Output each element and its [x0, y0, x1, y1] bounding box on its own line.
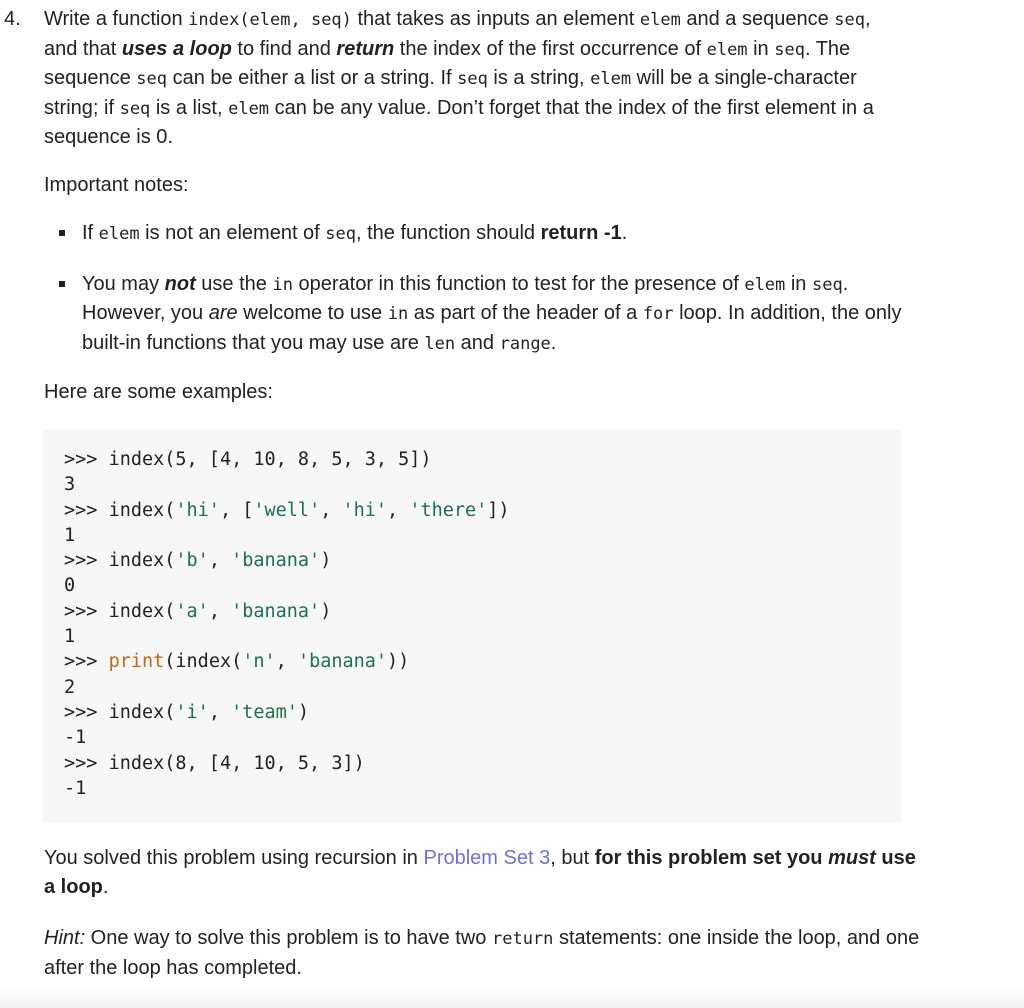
problem-statement	[4, 5, 904, 152]
code-token: ,	[208, 550, 232, 572]
text: in	[785, 272, 812, 295]
code-seq: seq	[774, 39, 805, 60]
code-elem: elem	[590, 69, 632, 90]
code-token: index(	[108, 550, 176, 572]
code-token: )	[320, 550, 332, 572]
code-example-block	[43, 429, 901, 823]
text: can be any value. Don’t forget that the index of the first element in a sequence is 0.	[44, 96, 874, 149]
output-line: -1	[64, 777, 87, 799]
string-literal: 'well'	[253, 499, 321, 521]
code-example	[64, 447, 510, 801]
solved-note	[44, 844, 924, 901]
text: .	[621, 222, 628, 244]
output-line: -1	[64, 727, 87, 749]
code-token: , [	[219, 499, 254, 521]
code-token: index(	[108, 499, 176, 521]
code-for: for	[642, 304, 674, 325]
emphasis-not: not	[164, 272, 196, 295]
code-token: index(	[108, 600, 176, 622]
emphasis-are: are	[208, 302, 238, 325]
prompt: >>>	[64, 752, 109, 774]
prompt: >>>	[64, 651, 109, 673]
string-literal: 'banana'	[231, 550, 321, 572]
code-token: (index(	[164, 651, 243, 673]
output-line: 1	[64, 524, 76, 546]
code-token: index(	[108, 701, 176, 723]
prompt: >>>	[64, 449, 109, 470]
text: One way to solve this problem is to have two	[85, 927, 492, 949]
text: is a string,	[487, 67, 591, 90]
output-line: 1	[64, 626, 76, 648]
code-in: in	[272, 274, 293, 295]
string-literal: 'a'	[175, 600, 209, 622]
output-line: 0	[64, 575, 76, 597]
string-literal: 'hi'	[342, 499, 388, 521]
string-literal: 'hi'	[175, 499, 220, 521]
text: can be either a list or a string. If	[167, 67, 458, 90]
code-elem: elem	[706, 39, 748, 60]
text: and a sequence	[680, 8, 835, 30]
code-token: ))	[387, 651, 410, 673]
code-token: ,	[320, 499, 343, 521]
text: is not an element of	[139, 222, 326, 244]
prompt: >>>	[64, 550, 109, 572]
code-token: )	[320, 600, 332, 622]
code-seq: seq	[325, 224, 357, 244]
text: is a list,	[150, 96, 229, 119]
code-seq: seq	[834, 10, 865, 30]
text: Write a function	[44, 8, 189, 30]
text: and	[455, 331, 500, 354]
string-literal: 'there'	[409, 499, 488, 521]
emphasis-must: must	[828, 847, 876, 869]
code-seq: seq	[811, 274, 843, 295]
problem-set-3-link[interactable]: Problem Set 3	[423, 847, 551, 869]
emphasis-text: use a loop	[44, 847, 916, 898]
code-token: ,	[275, 651, 298, 673]
text: welcome to use	[237, 302, 388, 325]
problem-number: 4.	[4, 8, 21, 30]
code-elem: elem	[639, 10, 681, 30]
square-bullet-icon	[59, 281, 65, 287]
text: to find and	[231, 37, 337, 60]
code-token: ,	[208, 701, 232, 723]
code-range: range	[499, 333, 551, 354]
text: , and that	[44, 8, 871, 60]
notes-heading: Important notes:	[44, 174, 189, 196]
bottom-edge	[0, 988, 1024, 1008]
function-signature: index(elem, seq)	[188, 10, 352, 30]
code-elem: elem	[228, 98, 270, 119]
text: use the	[195, 272, 273, 295]
code-seq: seq	[119, 98, 151, 119]
code-token: ])	[487, 499, 510, 521]
text: .	[550, 331, 557, 354]
text: . The sequence	[44, 37, 851, 90]
code-len: len	[424, 333, 456, 354]
code-token: ,	[208, 600, 232, 622]
note-item	[44, 270, 904, 359]
code-return: return	[491, 929, 554, 949]
emphasis-text: for this problem set you	[594, 847, 829, 869]
code-in: in	[387, 304, 409, 325]
square-bullet-icon	[59, 230, 65, 236]
text: will be a single-character string; if	[44, 67, 857, 119]
emphasis-return-minus-one: return -1	[540, 222, 622, 244]
text: .	[102, 875, 109, 898]
text: that takes as inputs an element	[351, 8, 640, 30]
output-line: 2	[64, 676, 76, 698]
string-literal: 'b'	[175, 550, 209, 572]
text: . However, you	[82, 272, 849, 325]
string-literal: 'banana'	[231, 600, 321, 622]
code-elem: elem	[744, 274, 786, 295]
text: , but	[550, 847, 595, 869]
code-seq: seq	[457, 69, 488, 90]
notes-list	[44, 219, 904, 379]
note-item	[44, 219, 904, 249]
code-token: ,	[387, 499, 410, 521]
code-seq: seq	[136, 69, 168, 90]
text: operator in this function to test for the presence of	[292, 272, 745, 295]
prompt: >>>	[64, 701, 109, 723]
text: If	[82, 222, 99, 244]
text: in	[747, 37, 775, 60]
code-line: index(5, [4, 10, 8, 5, 3, 5])	[108, 449, 432, 470]
emphasis-return: return	[336, 37, 395, 60]
problem-text	[44, 5, 904, 152]
code-elem: elem	[98, 224, 140, 244]
string-literal: 'i'	[175, 701, 209, 723]
text: loop. In addition, the only built-in functions that you may use are	[82, 302, 902, 354]
code-line: index(8, [4, 10, 5, 3])	[108, 752, 365, 774]
text: , the function should	[356, 222, 541, 244]
string-literal: 'team'	[231, 701, 298, 723]
string-literal: 'n'	[242, 651, 276, 673]
hint-note	[44, 924, 924, 982]
text: the index of the first occurrence of	[394, 37, 707, 60]
hint-label: Hint:	[44, 927, 86, 949]
output-line: 3	[64, 474, 76, 496]
builtin-keyword: print	[108, 651, 165, 673]
text: You may	[82, 272, 165, 295]
examples-heading: Here are some examples:	[44, 381, 273, 403]
prompt: >>>	[64, 600, 109, 622]
emphasis-uses-a-loop: uses a loop	[121, 37, 232, 60]
code-token: )	[297, 701, 310, 723]
text: You solved this problem using recursion in	[44, 847, 424, 869]
text: as part of the header of a	[408, 302, 643, 325]
prompt: >>>	[64, 499, 109, 521]
string-literal: 'banana'	[297, 651, 388, 673]
text: statements: one inside the loop, and one after the loop has completed.	[44, 927, 920, 979]
